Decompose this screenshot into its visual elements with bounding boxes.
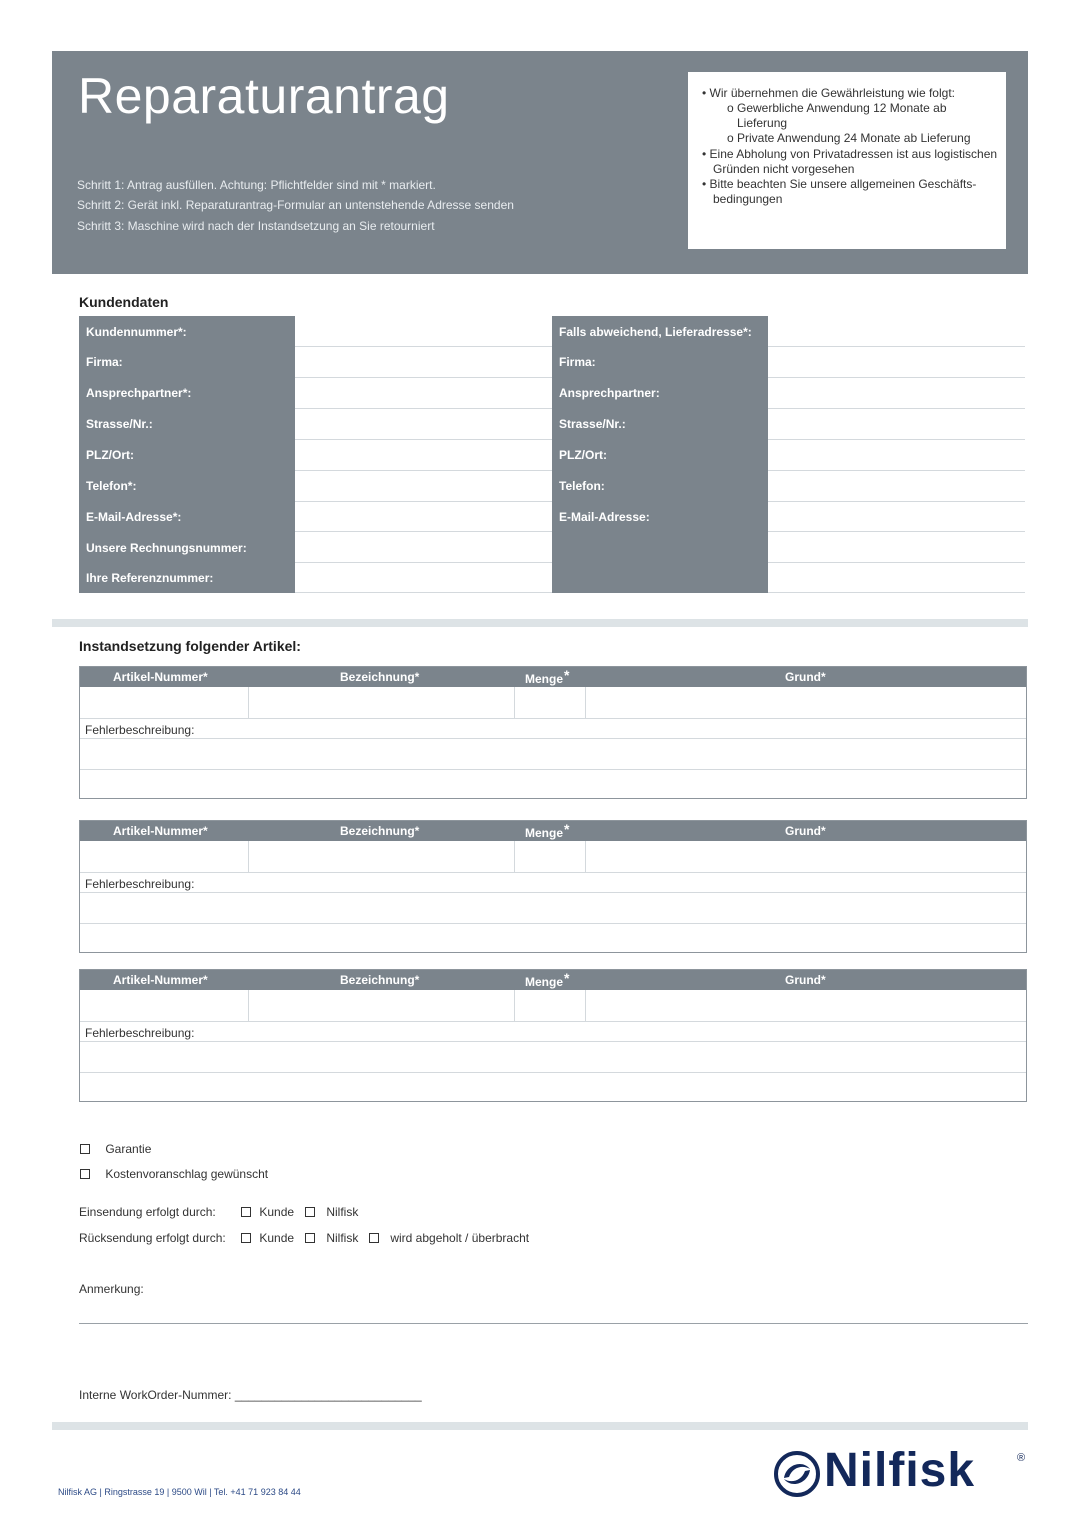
article-header	[80, 970, 1026, 990]
article-block	[79, 969, 1027, 1102]
col-menge	[525, 970, 570, 989]
workorder-label: Interne WorkOrder-Nummer:	[79, 1388, 232, 1402]
workorder-field	[79, 1388, 422, 1402]
col-menge-star: *	[564, 821, 570, 837]
step-1: Schritt 1: Antrag ausfüllen. Achtung: Pflichtfelder sind mit * markiert.	[77, 178, 436, 192]
ruecksendung-label: Rücksendung erfolgt durch:	[79, 1231, 226, 1245]
anmerkung-label: Anmerkung:	[79, 1282, 144, 1296]
col-grund: Grund*	[785, 973, 826, 987]
ruecksendung-abgeholt-checkbox[interactable]	[369, 1233, 379, 1243]
ruecksendung-nilfisk-label: Nilfisk	[326, 1231, 359, 1245]
col-artikel-nummer: Artikel-Nummer*	[113, 824, 208, 838]
customer-label-column	[79, 316, 295, 593]
fehler-input-line[interactable]	[80, 923, 1026, 924]
einsendung-kunde-checkbox[interactable]	[241, 1207, 251, 1217]
label-referenznummer: Ihre Referenznummer:	[86, 571, 214, 585]
input-strasse-delivery[interactable]	[768, 439, 1025, 440]
label-firma: Firma:	[86, 355, 123, 369]
divider	[514, 990, 515, 1021]
col-menge-text: Menge	[525, 672, 564, 686]
header-banner	[52, 51, 1028, 274]
divider	[248, 687, 249, 718]
col-menge-star: *	[564, 970, 570, 986]
label-plz-ort-delivery: PLZ/Ort:	[559, 448, 607, 462]
fehlerbeschreibung-label: Fehlerbeschreibung:	[85, 877, 195, 891]
info-line: Lieferung	[737, 116, 788, 130]
customer-section-title: Kundendaten	[79, 294, 169, 310]
info-line: • Eine Abholung von Privatadressen ist aus logistischen	[702, 147, 998, 161]
footer-address: Nilfisk AG | Ringstrasse 19 | 9500 Wil | Tel. +41 71 923 84 44	[58, 1487, 301, 1497]
kostenvoranschlag-checkbox[interactable]	[80, 1169, 90, 1179]
fehler-input-line[interactable]	[80, 1072, 1026, 1073]
input-rechnungsnummer[interactable]	[295, 562, 552, 563]
ruecksendung-kunde-label: Kunde	[259, 1231, 295, 1245]
fehler-input-line[interactable]	[80, 1041, 1026, 1042]
logo-registered-mark: ®	[1017, 1452, 1026, 1464]
input-email-delivery[interactable]	[768, 531, 1025, 532]
input-ansprechpartner-delivery[interactable]	[768, 408, 1025, 409]
ruecksendung-kunde	[241, 1231, 294, 1245]
col-menge-text: Menge	[525, 826, 564, 840]
info-line: o Gewerbliche Anwendung 12 Monate ab	[727, 101, 947, 115]
warranty-info-box	[688, 72, 1006, 249]
fehler-input-line[interactable]	[80, 769, 1026, 770]
article-input-row[interactable]	[80, 718, 1026, 719]
article-input-row[interactable]	[80, 872, 1026, 873]
input-lieferadresse[interactable]	[768, 346, 1025, 347]
label-ansprechpartner-delivery: Ansprechpartner:	[559, 386, 660, 400]
input-telefon[interactable]	[295, 501, 552, 502]
label-strasse-delivery: Strasse/Nr.:	[559, 417, 626, 431]
step-2: Schritt 2: Gerät inkl. Reparaturantrag-Formular an untenstehende Adresse senden	[77, 198, 514, 212]
divider	[514, 687, 515, 718]
input-firma[interactable]	[295, 377, 552, 378]
section-divider	[52, 619, 1028, 627]
input-kundennummer[interactable]	[295, 346, 552, 347]
col-artikel-nummer: Artikel-Nummer*	[113, 670, 208, 684]
fehlerbeschreibung-label: Fehlerbeschreibung:	[85, 1026, 195, 1040]
einsendung-kunde-label: Kunde	[259, 1205, 295, 1219]
nilfisk-emblem-icon	[774, 1451, 820, 1497]
page-title: Reparaturantrag	[78, 68, 450, 124]
col-menge	[525, 821, 570, 840]
col-grund: Grund*	[785, 824, 826, 838]
input-email[interactable]	[295, 531, 552, 532]
garantie-checkbox[interactable]	[80, 1144, 90, 1154]
einsendung-kunde	[241, 1205, 294, 1219]
divider	[585, 841, 586, 872]
einsendung-nilfisk-checkbox[interactable]	[305, 1207, 315, 1217]
article-input-row[interactable]	[80, 1021, 1026, 1022]
col-grund: Grund*	[785, 670, 826, 684]
label-plz-ort: PLZ/Ort:	[86, 448, 134, 462]
info-line: Gründen nicht vorgesehen	[713, 162, 855, 176]
nilfisk-logo	[772, 1444, 1030, 1501]
workorder-input[interactable]: ____________________________	[234, 1388, 422, 1402]
col-menge-text: Menge	[525, 975, 564, 989]
label-lieferadresse: Falls abweichend, Lieferadresse*:	[559, 325, 752, 339]
footer-divider	[52, 1422, 1028, 1430]
label-email: E-Mail-Adresse*:	[86, 510, 182, 524]
ruecksendung-nilfisk-checkbox[interactable]	[305, 1233, 315, 1243]
info-line: • Bitte beachten Sie unsere allgemeinen Geschäfts-	[702, 177, 977, 191]
info-line: bedingungen	[713, 192, 783, 206]
article-header	[80, 821, 1026, 841]
info-line: o Private Anwendung 24 Monate ab Lieferung	[727, 131, 971, 145]
einsendung-nilfisk	[305, 1205, 358, 1219]
label-kundennummer: Kundennummer*:	[86, 325, 187, 339]
divider	[248, 841, 249, 872]
divider	[248, 990, 249, 1021]
einsendung-label: Einsendung erfolgt durch:	[79, 1205, 216, 1219]
logo-wordmark: Nilfisk	[824, 1444, 976, 1497]
article-header	[80, 667, 1026, 687]
input-line-delivery[interactable]	[768, 562, 1025, 563]
label-email-delivery: E-Mail-Adresse:	[559, 510, 650, 524]
input-ansprechpartner[interactable]	[295, 408, 552, 409]
label-strasse: Strasse/Nr.:	[86, 417, 153, 431]
label-ansprechpartner: Ansprechpartner*:	[86, 386, 192, 400]
ruecksendung-abgeholt	[369, 1231, 529, 1245]
ruecksendung-abgeholt-label: wird abgeholt / überbracht	[390, 1231, 530, 1245]
step-3: Schritt 3: Maschine wird nach der Instandsetzung an Sie retourniert	[77, 219, 435, 233]
article-block	[79, 820, 1027, 953]
delivery-label-column	[552, 316, 768, 593]
ruecksendung-nilfisk	[305, 1231, 358, 1245]
articles-section-title: Instandsetzung folgender Artikel:	[79, 638, 301, 654]
input-referenznummer[interactable]	[295, 592, 552, 593]
input-line-delivery[interactable]	[768, 592, 1025, 593]
ruecksendung-kunde-checkbox[interactable]	[241, 1233, 251, 1243]
label-rechnungsnummer: Unsere Rechnungsnummer:	[86, 541, 247, 555]
col-menge	[525, 667, 570, 686]
input-plz-ort-delivery[interactable]	[768, 470, 1025, 471]
article-block	[79, 666, 1027, 799]
label-firma-delivery: Firma:	[559, 355, 596, 369]
info-line: • Wir übernehmen die Gewährleistung wie folgt:	[702, 86, 955, 100]
col-artikel-nummer: Artikel-Nummer*	[113, 973, 208, 987]
col-bezeichnung: Bezeichnung*	[340, 824, 420, 838]
label-telefon: Telefon*:	[86, 479, 137, 493]
einsendung-nilfisk-label: Nilfisk	[326, 1205, 359, 1219]
fehler-input-line[interactable]	[80, 892, 1026, 893]
input-telefon-delivery[interactable]	[768, 501, 1025, 502]
label-telefon-delivery: Telefon:	[559, 479, 605, 493]
input-strasse[interactable]	[295, 439, 552, 440]
option-kostenvoranschlag	[80, 1167, 268, 1181]
col-bezeichnung: Bezeichnung*	[340, 973, 420, 987]
input-firma-delivery[interactable]	[768, 377, 1025, 378]
divider	[514, 841, 515, 872]
fehlerbeschreibung-label: Fehlerbeschreibung:	[85, 723, 195, 737]
col-menge-star: *	[564, 667, 570, 683]
divider	[585, 687, 586, 718]
input-plz-ort[interactable]	[295, 470, 552, 471]
option-garantie	[80, 1142, 151, 1156]
col-bezeichnung: Bezeichnung*	[340, 670, 420, 684]
garantie-label: Garantie	[105, 1142, 152, 1156]
kostenvoranschlag-label: Kostenvoranschlag gewünscht	[105, 1167, 269, 1181]
fehler-input-line[interactable]	[80, 738, 1026, 739]
anmerkung-input-line[interactable]	[79, 1323, 1028, 1324]
divider	[585, 990, 586, 1021]
